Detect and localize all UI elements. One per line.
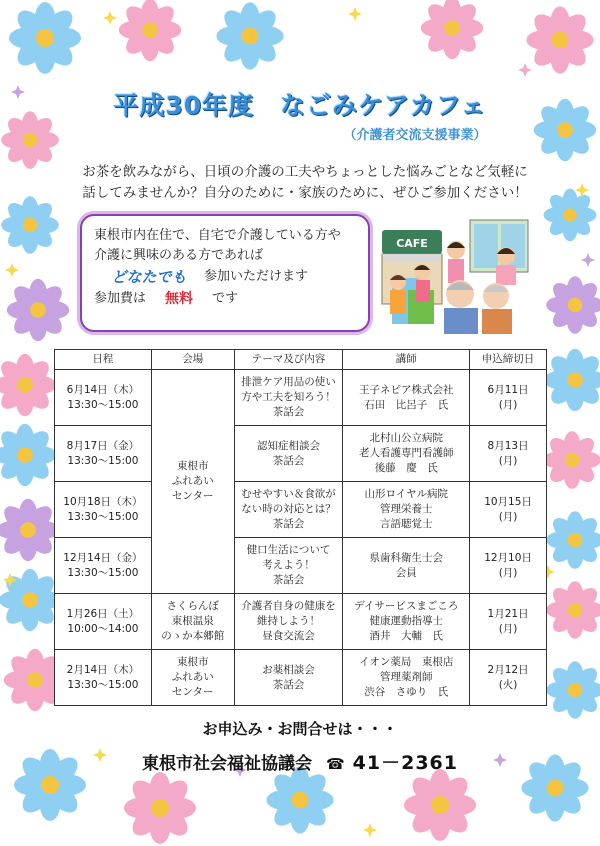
header-date: 日程	[55, 350, 152, 370]
lecturer-cell: デイサービスまごころ 健康運動指導士 酒井 大輔 氏	[343, 594, 470, 650]
deadline-cell: 6月11日 (月)	[470, 370, 547, 426]
deadline-cell: 2月12日 (火)	[470, 650, 547, 706]
header-theme: テーマ及び内容	[234, 350, 343, 370]
table-row	[55, 482, 547, 538]
table-row	[55, 370, 547, 426]
deadline-cell: 1月21日 (月)	[470, 594, 547, 650]
date-cell: 6月14日（木） 13:30～15:00	[55, 370, 152, 426]
lecturer-cell: 県歯科衛生士会 会員	[343, 538, 470, 594]
eligibility-line: 介護に興味のある方であれば	[94, 248, 264, 263]
fee-value: 無料	[165, 291, 194, 307]
contact-info	[0, 748, 600, 775]
date-cell: 10月18日（木） 13:30～15:00	[55, 482, 152, 538]
theme-cell: むせやすい＆食欲が ない時の対応とは？ 茶話会	[234, 482, 343, 538]
eligibility-highlight-row	[94, 266, 358, 288]
lecturer-cell: イオン薬局 東根店 管理薬剤師 渋谷 さゆり 氏	[343, 650, 470, 706]
cafe-sign: CAFE	[396, 237, 428, 250]
intro-line: お茶を飲みながら、日頃の介護の工夫やちょっとした悩みごとなど気軽に	[82, 164, 528, 180]
table-row	[55, 426, 547, 482]
date-cell: 1月26日（土） 10:00～14:00	[55, 594, 152, 650]
deadline-cell: 8月13日 (月)	[470, 426, 547, 482]
lecturer-cell: 山形ロイヤル病院 管理栄養士 言語聴覚士	[343, 482, 470, 538]
anyone-highlight: どなたでも	[111, 268, 187, 286]
venue-cell: 東根市 ふれあい センター	[151, 650, 234, 706]
theme-cell: 認知症相談会 茶話会	[234, 426, 343, 482]
venue-cell: 東根市 ふれあい センター	[151, 370, 234, 594]
table-row	[55, 594, 547, 650]
theme-cell: 排泄ケア用品の使い 方や工夫を知ろう！ 茶話会	[234, 370, 343, 426]
date-cell: 12月14日（金） 13:30～15:00	[55, 538, 152, 594]
lecturer-cell: 王子ネピア株式会社 石田 比呂子 氏	[343, 370, 470, 426]
deadline-cell: 10月15日 (月)	[470, 482, 547, 538]
phone-number: 41－2361	[352, 752, 458, 774]
header-deadline: 申込締切日	[470, 350, 547, 370]
venue-cell: さくらんぼ 東根温泉 のゝか本郷館	[151, 594, 234, 650]
contact-heading: お申込み・お問合せは・・・	[202, 720, 398, 738]
eligibility-line: 参加いただけます	[204, 269, 309, 284]
date-cell: 2月14日（木） 13:30～15:00	[55, 650, 152, 706]
fee-label: 参加費は	[94, 291, 147, 306]
page-title: 平成30年度 なごみケアカフェ	[113, 91, 487, 120]
schedule-table	[54, 349, 547, 706]
intro-line: 話してみませんか？自分のために・家族のために、ぜひご参加ください！	[82, 185, 528, 201]
table-header-row	[55, 350, 547, 370]
organization-name: 東根市社会福祉協議会	[141, 754, 312, 774]
header-lecturer: 講師	[343, 350, 470, 370]
header-venue: 会場	[151, 350, 234, 370]
phone-icon: ☎	[325, 755, 345, 773]
deadline-cell: 12月10日 (月)	[470, 538, 547, 594]
fee-row	[94, 288, 358, 310]
fee-suffix: です	[212, 291, 239, 306]
date-cell: 8月17日（金） 13:30～15:00	[55, 426, 152, 482]
eligibility-box	[80, 214, 370, 332]
page-subtitle: （介護者交流支援事業）	[343, 128, 487, 143]
lecturer-cell: 北村山公立病院 老人看護専門看護師 後藤 慶 氏	[343, 426, 470, 482]
intro-text	[70, 162, 540, 204]
eligibility-line: 東根市内在住で、自宅で介護している方や	[94, 228, 341, 243]
theme-cell: 介護者自身の健康を 維持しよう！ 昼食交流会	[234, 594, 343, 650]
theme-cell: お薬相談会 茶話会	[234, 650, 343, 706]
table-row	[55, 650, 547, 706]
theme-cell: 健口生活について 考えよう！ 茶話会	[234, 538, 343, 594]
cafe-illustration	[378, 210, 530, 334]
table-row	[55, 538, 547, 594]
